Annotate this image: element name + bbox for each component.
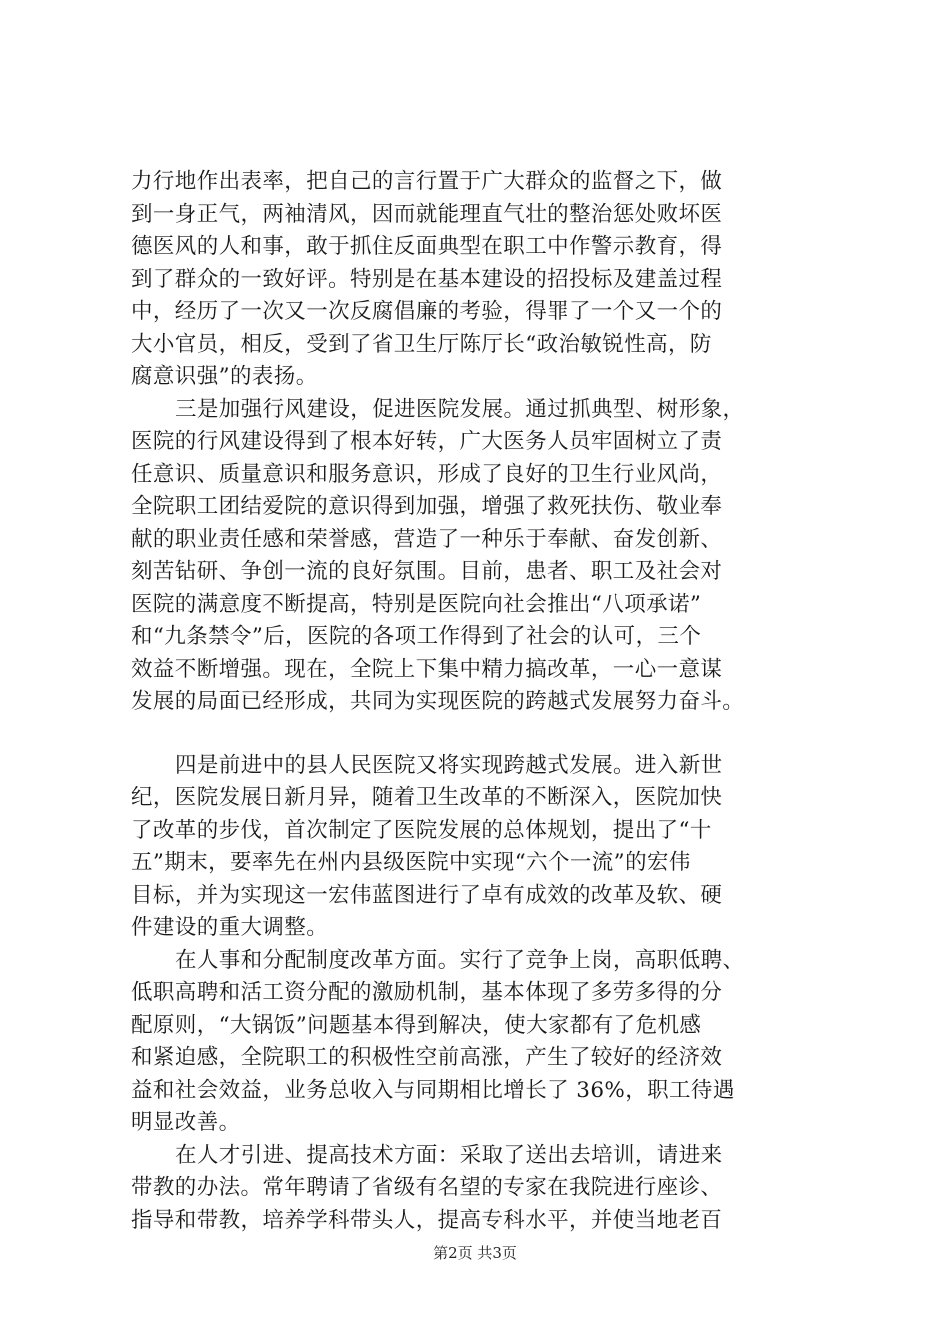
paragraph-start-line: 在人事和分配制度改革方面。实行了竞争上岗，高职低聘、 — [175, 947, 745, 973]
document-body — [131, 166, 843, 1237]
text-line: 德医风的人和事，敢于抓住反面典型在职工中作警示教育，得 — [131, 234, 723, 259]
text-line: 效益不断增强。现在，全院上下集中精力搞改革，一心一意谋 — [131, 656, 723, 682]
text-line: 低职高聘和活工资分配的激励机制，基本体现了多劳多得的分 — [131, 980, 723, 1005]
text-line: 益和社会效益，业务总收入与同期相比增长了 36%，职工待遇 — [131, 1077, 735, 1103]
text-line: 中，经历了一次又一次反腐倡廉的考验，得罪了一个又一个的 — [131, 299, 723, 324]
text-line: 目标，并为实现这一宏伟蓝图进行了卓有成效的改革及软、硬 — [131, 882, 723, 908]
text-line: 到一身正气，两袖清风，因而就能理直气壮的整治惩处败坏医 — [131, 201, 723, 227]
text-line: 医院的行风建设得到了根本好转，广大医务人员牢固树立了责 — [131, 429, 723, 454]
text-line: 力行地作出表率，把自己的言行置于广大群众的监督之下，做 — [131, 169, 723, 194]
paragraph-gap — [131, 719, 843, 750]
text-line: 任意识、质量意识和服务意识，形成了良好的卫生行业风尚， — [131, 461, 723, 487]
text-line: 明显改善。 — [131, 1110, 241, 1135]
text-line: 和“九条禁令”后，医院的各项工作得到了社会的认可，三个 — [131, 624, 702, 649]
text-line: 医院的满意度不断提高，特别是医院向社会推出“八项承诺” — [131, 591, 702, 617]
text-line: 带教的办法。常年聘请了省级有名望的专家在我院进行座诊、 — [131, 1175, 723, 1200]
text-line: 献的职业责任感和荣誉感，营造了一种乐于奉献、奋发创新、 — [131, 526, 723, 552]
paragraph-start-line: 三是加强行风建设，促进医院发展。通过抓典型、树形象， — [175, 396, 745, 422]
paragraph-start-line: 在人才引进、提高技术方面：采取了送出去培训，请进来 — [175, 1142, 723, 1168]
text-line: 刻苦钻研、争创一流的良好氛围。目前，患者、职工及社会对 — [131, 559, 723, 584]
text-line: 到了群众的一致好评。特别是在基本建设的招投标及建盖过程 — [131, 266, 723, 292]
text-line: 五”期末，要率先在州内县级医院中实现“六个一流”的宏伟 — [131, 850, 691, 875]
text-line: 和紧迫感，全院职工的积极性空前高涨，产生了较好的经济效 — [131, 1045, 723, 1070]
page-number-footer: 第2页 共3页 — [433, 1244, 517, 1262]
text-line: 全院职工团结爱院的意识得到加强，增强了救死扶伤、敬业奉 — [131, 494, 723, 519]
text-line: 配原则，“大锅饭”问题基本得到解决，使大家都有了危机感 — [131, 1012, 702, 1038]
text-line: 纪，医院发展日新月异，随着卫生改革的不断深入，医院加快 — [131, 785, 723, 810]
text-line: 了改革的步伐，首次制定了医院发展的总体规划，提出了“十 — [131, 817, 712, 843]
text-line: 指导和带教，培养学科带头人，提高专科水平，并使当地老百 — [131, 1207, 723, 1233]
paragraph-start-line: 四是前进中的县人民医院又将实现跨越式发展。进入新世 — [175, 752, 723, 778]
text-line: 大小官员，相反，受到了省卫生厅陈厅长“政治敏锐性高，防 — [131, 331, 712, 357]
text-line: 发展的局面已经形成，共同为实现医院的跨越式发展努力奋斗。 — [131, 689, 745, 714]
text-line: 件建设的重大调整。 — [131, 915, 329, 940]
text-line: 腐意识强”的表扬。 — [131, 364, 318, 389]
